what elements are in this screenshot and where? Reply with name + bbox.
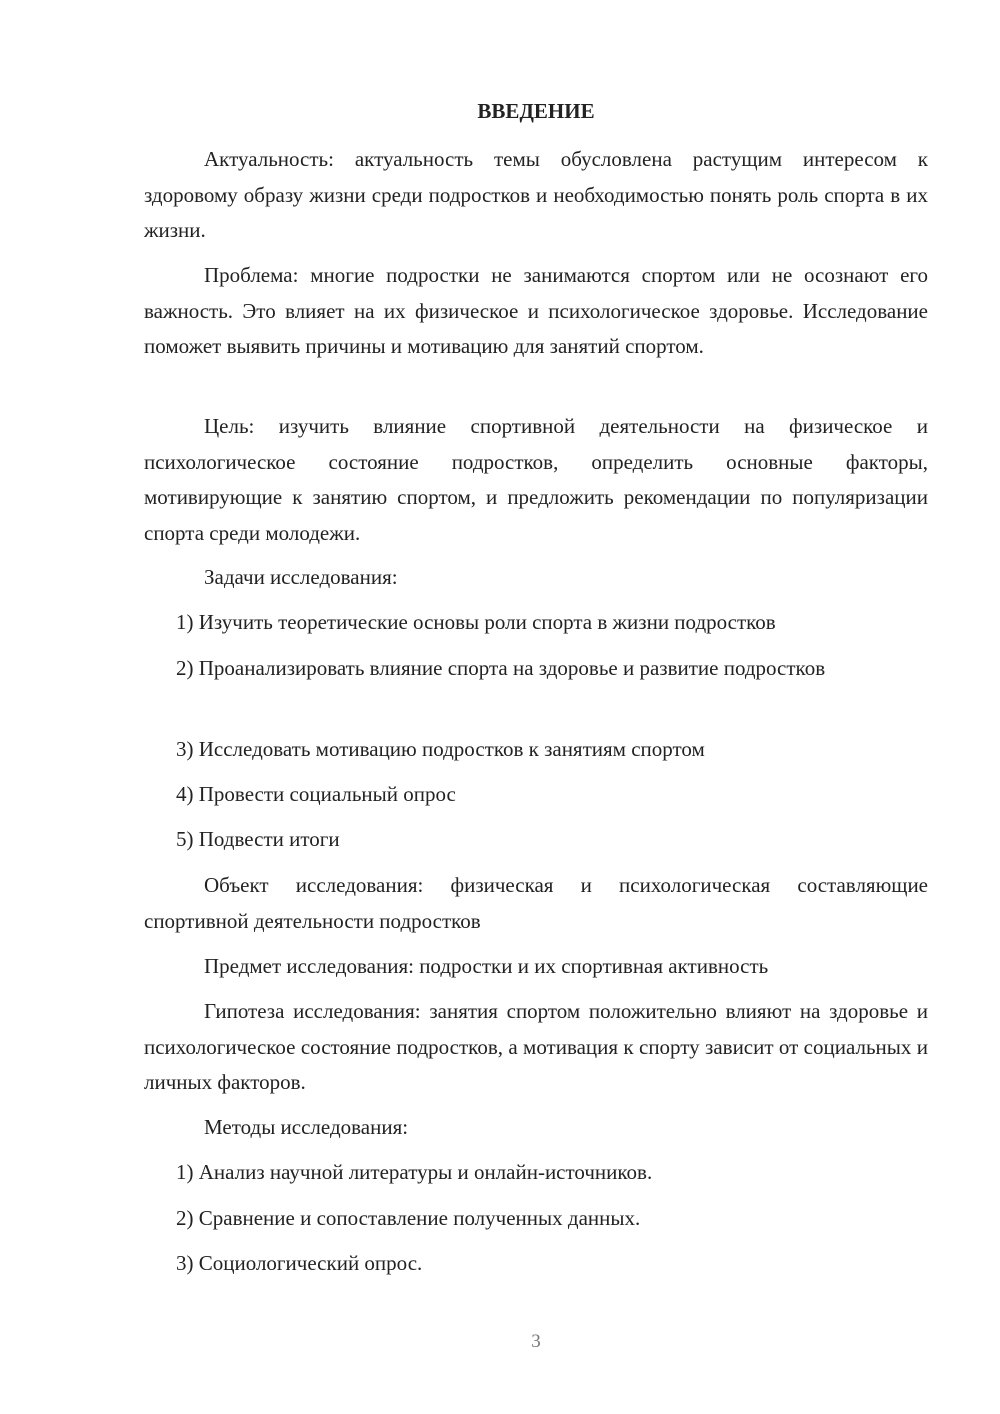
method-item-2: 2) Сравнение и сопоставление полученных данных. bbox=[176, 1206, 641, 1230]
task-item-1: 1) Изучить теоретические основы роли спорта в жизни подростков bbox=[176, 610, 776, 634]
paragraph-problem: Проблема: многие подростки не занимаются спортом или не осознают его важность. Это влияет на их физическое и психологическое здоровье. Исследование поможет выявить причины и мотивацию для занятий спортом. bbox=[144, 263, 928, 358]
paragraph-relevance: Актуальность: актуальность темы обусловлена растущим интересом к здоровому образу жизни среди подростков и необходимостью понять роль спорта в их жизни. bbox=[144, 147, 928, 242]
section-title: ВВЕДЕНИЕ bbox=[477, 99, 595, 123]
paragraph-tasks-heading: Задачи исследования: bbox=[204, 565, 398, 589]
page-number: 3 bbox=[531, 1331, 541, 1352]
task-item-3: 3) Исследовать мотивацию подростков к занятиям спортом bbox=[176, 737, 705, 761]
paragraph-methods-heading: Методы исследования: bbox=[204, 1115, 409, 1139]
task-item-4: 4) Провести социальный опрос bbox=[176, 782, 456, 806]
method-item-1: 1) Анализ научной литературы и онлайн-источников. bbox=[176, 1160, 653, 1184]
paragraph-subject: Предмет исследования: подростки и их спортивная активность bbox=[204, 954, 769, 978]
paragraph-hypothesis: Гипотеза исследования: занятия спортом положительно влияют на здоровье и психологическое состояние подростков, а мотивация к спорту зависит от социальных и личных факторов. bbox=[144, 999, 928, 1094]
paragraph-goal: Цель: изучить влияние спортивной деятельности на физическое и психологическое состояние подростков, определить основные факторы, мотивирующие к занятию спортом, и предложить рекомендации по популяризации спорта среди молодежи. bbox=[144, 414, 928, 545]
paragraph-object: Объект исследования: физическая и психологическая составляющие спортивной деятельности подростков bbox=[144, 873, 928, 933]
task-item-5: 5) Подвести итоги bbox=[176, 827, 340, 851]
task-item-2: 2) Проанализировать влияние спорта на здоровье и развитие подростков bbox=[176, 656, 826, 680]
method-item-3: 3) Социологический опрос. bbox=[176, 1251, 423, 1275]
